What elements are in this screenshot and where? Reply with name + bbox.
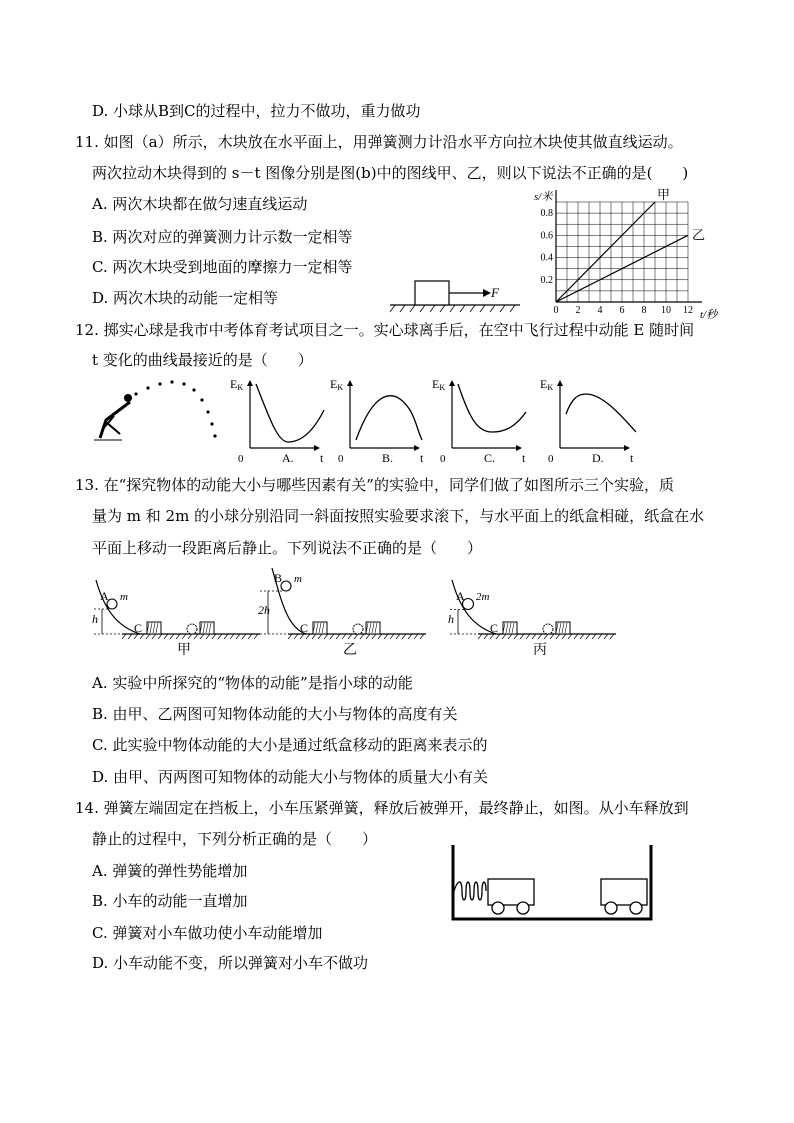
y-axis-subscript: K — [547, 383, 554, 392]
series-label-2: 乙 — [692, 227, 706, 243]
y-axis-subscript: K — [337, 383, 344, 392]
q14-stem-line1: 14. 弹簧左端固定在挡板上，小车压紧弹簧，释放后被弹开，最终静止，如图。从小车释放到 — [75, 799, 689, 817]
q14-option-a: A. 弹簧的弹性势能增加 — [92, 862, 248, 880]
ramp-setup-2 — [258, 564, 428, 660]
q13-option-d: D. 由甲、丙两图可知物体的动能大小与物体的质量大小有关 — [92, 768, 489, 786]
force-arrow-icon — [483, 289, 491, 297]
x-tick-label: 6 — [619, 305, 625, 316]
option-label: B. — [382, 451, 394, 465]
y-axis-subscript: K — [237, 383, 244, 392]
y-arrow-icon — [557, 380, 563, 386]
origin-label: 0 — [548, 453, 554, 465]
wood-block — [415, 281, 449, 305]
origin-label: 0 — [338, 453, 344, 465]
ball-final — [353, 624, 363, 634]
q11-option-c: C. 两次木块受到地面的摩擦力一定相等 — [92, 258, 353, 276]
x-axis-label: t — [522, 451, 526, 465]
origin-label: 0 — [440, 453, 446, 465]
q11-option-d: D. 两次木块的动能一定相等 — [92, 289, 279, 307]
q13-stem-line1: 13. 在“探究物体的动能大小与哪些因素有关”的实验中，同学们做了如图所示三个实验，质 — [75, 476, 674, 494]
mass-label: 2m — [476, 591, 490, 603]
x-tick-label: 4 — [597, 305, 603, 316]
shot-put-thrower-illustration — [92, 378, 227, 443]
q13-option-b: B. 由甲、乙两图可知物体动能的大小与物体的高度有关 — [92, 705, 458, 723]
ek-curve — [566, 394, 636, 432]
chart-series — [556, 187, 705, 302]
y-arrow-icon — [449, 380, 455, 386]
q11-stem-line1: 11. 如图（a）所示，木块放在水平面上，用弹簧测力计沿水平方向拉木块使其做直线运动。 — [75, 133, 683, 151]
q13-stem-line2: 量为 m 和 2m 的小球分别沿同一斜面按照实验要求滚下，与水平面上的纸盒相碰，纸盒在水 — [92, 507, 705, 525]
x-axis-label: t — [320, 451, 324, 465]
y-arrow-icon — [247, 380, 253, 386]
y-tick-label: 0.6 — [540, 230, 553, 242]
x-tick-label: 0 — [553, 305, 559, 316]
origin-label: 0 — [238, 453, 244, 465]
mass-label: m — [294, 573, 302, 585]
y-axis-label: EK — [230, 377, 244, 392]
y-axis-subscript: K — [439, 383, 446, 392]
ek-curve — [356, 396, 422, 440]
chart-grid — [556, 202, 688, 302]
x-axis-label: t/秒 — [700, 309, 718, 321]
ball-final — [187, 624, 197, 634]
y-tick-label: 0.2 — [540, 274, 553, 286]
q11-st-chart — [530, 187, 720, 325]
ek-graph-a — [230, 376, 325, 466]
cart-right — [601, 879, 647, 905]
ball — [281, 581, 291, 591]
x-axis-label: t — [630, 451, 634, 465]
ek-curve — [458, 384, 526, 432]
height-label: h — [92, 612, 98, 626]
option-label: C. — [484, 451, 496, 465]
height-label: 2h — [258, 603, 270, 617]
q13-option-a: A. 实验中所探究的“物体的动能”是指小球的动能 — [92, 674, 413, 692]
x-tick-label: 12 — [683, 305, 693, 316]
y-axis-label: EK — [330, 377, 344, 392]
y-axis-label: EK — [432, 377, 446, 392]
y-tick-label: 0.8 — [540, 208, 553, 220]
mass-label: m — [120, 591, 128, 603]
height-label: h — [448, 612, 454, 626]
y-axis-label: s/米 — [534, 191, 553, 203]
end-point-label: C — [490, 621, 499, 635]
q12-stem-line2: t 变化的曲线最接近的是（ ） — [92, 351, 313, 369]
q11-figure-a — [385, 278, 525, 314]
q10-option-d: D. 小球从B到C的过程中，拉力不做功，重力做功 — [92, 102, 421, 120]
q11-stem-line2: 两次拉动木块得到的 s－t 图像分别是图(b)中的图线甲、乙，则以下说法不正确的是( ) — [92, 164, 689, 182]
setup-caption: 丙 — [533, 643, 547, 658]
start-point-label: A — [456, 589, 465, 603]
series-label-1: 甲 — [657, 187, 671, 202]
end-point-label: C — [300, 621, 309, 635]
y-arrow-icon — [347, 380, 353, 386]
start-point-label: B — [274, 571, 283, 585]
setup-caption: 乙 — [343, 643, 357, 658]
q11-option-b: B. 两次对应的弹簧测力计示数一定相等 — [92, 228, 353, 246]
y-tick-label: 0.4 — [540, 252, 553, 264]
q14-stem-line2: 静止的过程中，下列分析正确的是（ ） — [92, 830, 378, 848]
end-point-label: C — [134, 621, 143, 635]
q14-option-b: B. 小车的动能一直增加 — [92, 892, 248, 910]
spring-cart-illustration — [450, 845, 655, 923]
series-line-1 — [556, 202, 655, 302]
q14-option-d: D. 小车动能不变，所以弹簧对小车不做功 — [92, 954, 369, 972]
start-point-label: A — [100, 589, 109, 603]
option-label: A. — [282, 451, 294, 465]
x-tick-label: 2 — [575, 305, 581, 316]
force-label: F — [491, 285, 499, 300]
ek-graph-c — [432, 376, 527, 466]
ramp-setup-3 — [448, 564, 618, 660]
ek-graph-d — [540, 376, 635, 466]
q11-option-a: A. 两次木块都在做匀速直线运动 — [92, 195, 308, 213]
setup-caption: 甲 — [177, 643, 191, 658]
ramp-setup-1 — [92, 564, 262, 660]
q14-option-c: C. 弹簧对小车做功使小车动能增加 — [92, 924, 323, 942]
cart-left — [488, 879, 534, 905]
x-tick-label: 8 — [641, 305, 647, 316]
ek-curve — [256, 384, 324, 442]
q13-option-c: C. 此实验中物体动能的大小是通过纸盒移动的距离来表示的 — [92, 736, 488, 754]
q12-stem-line1: 12. 掷实心球是我市中考体育考试项目之一。实心球离手后，在空中飞行过程中动能 E 随时间 — [75, 321, 695, 339]
spring-icon — [454, 882, 486, 900]
ball-final — [543, 624, 553, 634]
option-label: D. — [592, 451, 604, 465]
ek-graph-b — [330, 376, 425, 466]
x-axis-label: t — [420, 451, 424, 465]
y-axis-label: EK — [540, 377, 554, 392]
q13-stem-line3: 平面上移动一段距离后静止。下列说法不正确的是（ ） — [92, 539, 483, 557]
x-tick-label: 10 — [661, 305, 671, 316]
